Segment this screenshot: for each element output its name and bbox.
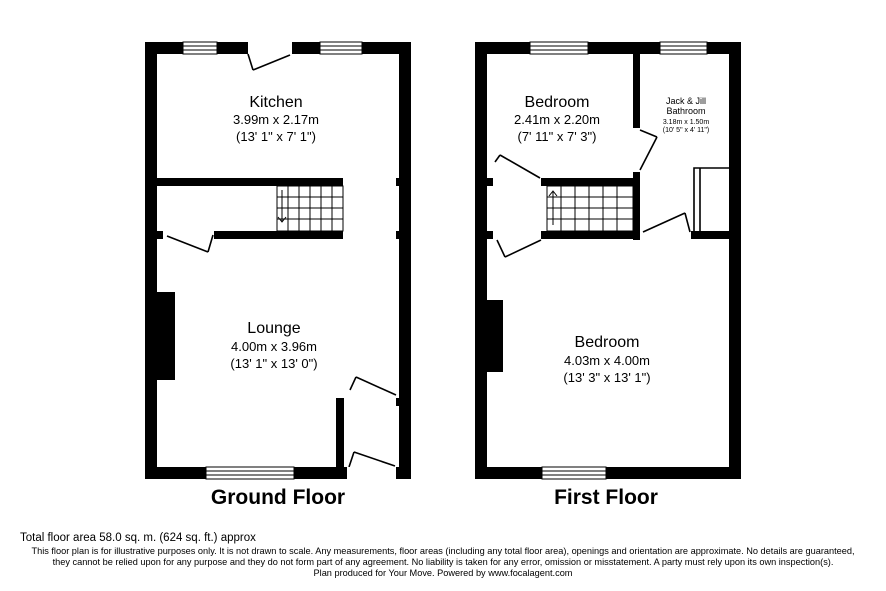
total-floor-area: Total floor area 58.0 sq. m. (624 sq. ft.) approx [20, 532, 256, 544]
disclaimer-line-1: This floor plan is for illustrative purposes only. It is not drawn to scale. Any measurements, floor areas (including any total floor area), openings and orientation are approximate. No details are guaranteed, [31, 546, 855, 556]
door-swing [495, 155, 729, 257]
bathroom-imperial: (10' 5" x 4' 11") [662, 127, 710, 134]
door-swing [167, 235, 213, 252]
bathroom-name-line1: Jack & Jill [665, 96, 707, 106]
window [183, 42, 217, 54]
window [660, 42, 707, 54]
chimney-breast [157, 292, 175, 380]
first-floor-plan [475, 42, 741, 479]
kitchen-imperial: (13' 1" x 7' 1") [236, 129, 316, 144]
kitchen-name: Kitchen [249, 94, 303, 111]
window [320, 42, 362, 54]
ground-wall-left [145, 42, 157, 479]
window [530, 42, 588, 54]
first-floor-title: First Floor [554, 486, 658, 509]
ground-wall-right [399, 42, 411, 479]
ground-floor-title: Ground Floor [210, 486, 346, 509]
partition-wall [157, 178, 343, 186]
disclaimer-line-2: they cannot be relied upon for any purpose and they do not form part of any agreement. No liability is taken for any error, omission or misstatement. A party must rely upon its own inspection(s). [52, 557, 834, 567]
bedroom-small-imperial: (7' 11" x 7' 3") [517, 129, 597, 144]
kitchen-metric: 3.99m x 2.17m [233, 112, 319, 127]
ground-floor-plan [145, 42, 411, 479]
lounge-name: Lounge [247, 320, 301, 337]
staircase [547, 186, 633, 231]
staircase [277, 186, 343, 231]
bathroom-metric: 3.18m x 1.50m [662, 119, 710, 126]
window [206, 467, 294, 479]
door-swing [349, 377, 396, 467]
partition-wall [214, 231, 343, 239]
chimney-breast [487, 300, 503, 372]
door-swing [640, 130, 657, 170]
bedroom-large-imperial: (13' 3" x 13' 1") [563, 370, 651, 385]
bedroom-large-name: Bedroom [574, 334, 640, 351]
bathroom-wall [633, 54, 640, 128]
bathroom-name-line2: Bathroom [666, 106, 706, 116]
cupboard-wall [336, 398, 344, 468]
plan-credit: Plan produced for Your Move. Powered by www.focalagent.com [313, 568, 573, 578]
bedroom-large-metric: 4.03m x 4.00m [564, 353, 650, 368]
door-swing [248, 54, 290, 70]
lounge-metric: 4.00m x 3.96m [231, 339, 317, 354]
window [542, 467, 606, 479]
door-opening [344, 467, 396, 479]
door-opening [248, 42, 292, 54]
bedroom-small-metric: 2.41m x 2.20m [514, 112, 600, 127]
bedroom-small-name: Bedroom [524, 94, 590, 111]
lounge-imperial: (13' 1" x 13' 0") [230, 356, 318, 371]
